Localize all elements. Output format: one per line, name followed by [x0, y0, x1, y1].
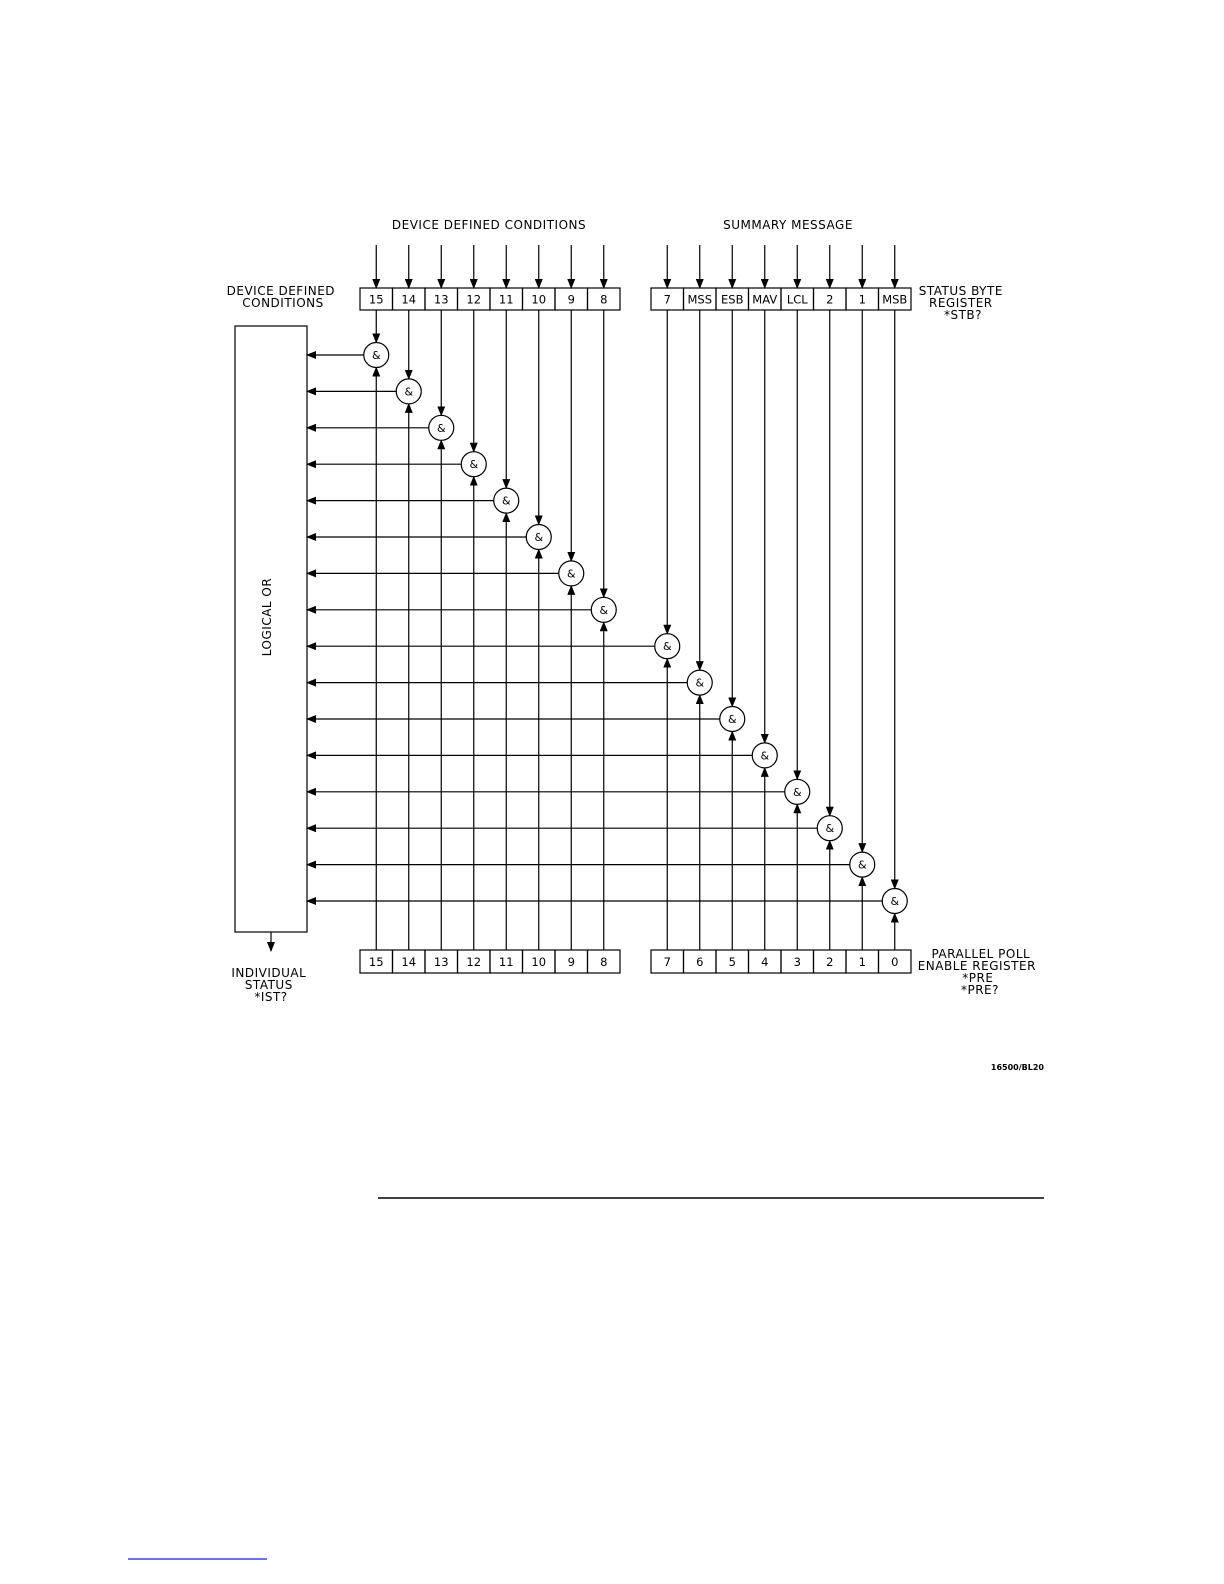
enable-register-bit-label: 6 [696, 955, 704, 969]
and-gate-symbol: & [760, 749, 770, 763]
and-gate-symbol: & [566, 567, 576, 581]
register-grid [307, 245, 911, 973]
and-gate-symbol: & [857, 858, 867, 872]
enable-register-bit-label: 5 [728, 955, 736, 969]
and-gate-symbol: & [662, 640, 672, 654]
and-gate-symbol: & [599, 603, 609, 617]
and-gate-symbol: & [469, 458, 479, 472]
status-byte-bit-label: 15 [368, 292, 384, 307]
status-byte-bit-label: 7 [663, 292, 671, 307]
status-byte-bit-label: 9 [567, 292, 575, 307]
enable-register-bit-label: 9 [567, 955, 575, 969]
enable-register-bit-label: 1 [858, 955, 866, 969]
status-byte-bit-label: 11 [498, 292, 514, 307]
enable-register-bit-label: 3 [793, 955, 801, 969]
status-byte-bit-label: 14 [401, 292, 417, 307]
parallel-poll-enable-register-label: PARALLEL POLL ENABLE REGISTER *PRE *PRE? [917, 947, 1036, 997]
status-byte-bit-label: MSB [882, 292, 908, 307]
and-gate-symbol: & [792, 785, 802, 799]
and-gate-symbol: & [534, 531, 544, 544]
and-gate-symbol: & [436, 421, 446, 435]
device-defined-conditions-label: DEVICE DEFINED CONDITIONS [226, 284, 336, 310]
enable-register-bit-label: 15 [368, 955, 384, 969]
enable-register-bit-label: 11 [498, 955, 514, 969]
and-gate-symbol: & [371, 349, 381, 362]
and-gate-symbol: & [501, 494, 511, 508]
status-byte-bit-label: LCL [786, 292, 808, 307]
status-byte-bit-label: 13 [433, 292, 449, 307]
status-byte-bit-label: 8 [600, 292, 608, 307]
enable-register-bit-label: 14 [401, 955, 417, 969]
status-byte-bit-label: 2 [826, 292, 834, 307]
enable-register-bit-label: 10 [531, 955, 547, 969]
status-byte-bit-label: MAV [752, 292, 778, 307]
status-byte-bit-label: MSS [687, 292, 713, 307]
and-gate-symbol: & [890, 895, 900, 908]
enable-register-bit-label: 12 [466, 955, 482, 969]
individual-status-label: INDIVIDUAL STATUS *IST? [231, 966, 307, 1004]
and-gate-symbol: & [695, 676, 705, 690]
enable-register-bit-label: 13 [433, 955, 449, 969]
enable-register-bit-label: 7 [663, 955, 671, 969]
and-gate-symbol: & [727, 713, 737, 726]
status-byte-bit-label: ESB [721, 292, 744, 307]
status-byte-bit-label: 12 [466, 292, 482, 307]
enable-register-bit-label: 4 [761, 955, 769, 969]
enable-register-bit-label: 2 [826, 955, 834, 969]
status-byte-bit-label: 10 [531, 292, 547, 307]
and-gate-symbol: & [404, 385, 414, 399]
and-gate-symbol: & [825, 822, 835, 836]
device-defined-conditions-header: DEVICE DEFINED CONDITIONS [391, 218, 587, 232]
status-byte-bit-label: 1 [858, 292, 866, 307]
summary-message-header: SUMMARY MESSAGE [723, 218, 853, 232]
status-byte-register-label: STATUS BYTE REGISTER *STB? [918, 284, 1003, 322]
enable-register-bit-label: 8 [600, 955, 608, 969]
enable-register-bit-label: 0 [891, 955, 899, 969]
figure-code: 16500/BL20 [990, 1063, 1044, 1072]
logical-or-label: LOGICAL OR [260, 577, 274, 657]
